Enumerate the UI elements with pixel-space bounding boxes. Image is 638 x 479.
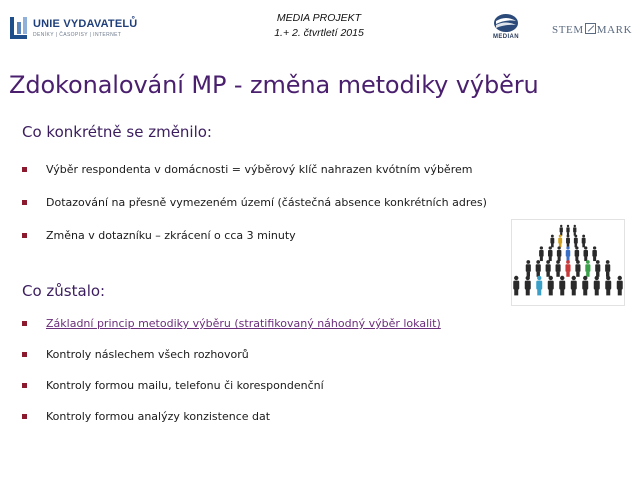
logo-tagline: DENÍKY | ČASOPISY | INTERNET: [33, 31, 122, 38]
list-item: Dotazování na přesně vymezeném území (částečná absence konkrétních adres): [22, 196, 487, 210]
bullet-icon: [22, 167, 27, 172]
bullet-icon: [22, 233, 27, 238]
list-item: Výběr respondenta v domácnosti = výběrový klíč nahrazen kvótním výběrem: [22, 163, 487, 177]
person-icon: [558, 235, 562, 248]
bullet-icon: [22, 352, 27, 357]
person-icon: [565, 260, 570, 277]
person-icon: [605, 260, 610, 277]
crowd-people-icons: [512, 220, 624, 305]
person-icon: [585, 260, 590, 277]
person-icon: [582, 235, 586, 248]
stem-mark-logo: [552, 23, 632, 36]
list-item-link[interactable]: [22, 317, 441, 331]
person-icon: [582, 276, 588, 296]
person-icon: [573, 225, 576, 236]
bullet-icon: [22, 321, 27, 326]
person-icon: [566, 246, 571, 261]
person-icon: [574, 235, 578, 248]
bullet-icon: [22, 414, 27, 419]
person-icon: [559, 276, 565, 296]
project-period: 1.+ 2. čtvrtletí 2015: [274, 27, 364, 39]
project-name: MEDIA PROJEKT: [276, 12, 362, 24]
logo-name: UNIE VYDAVATELŮ: [33, 17, 138, 30]
stem-logo-left: STEM: [552, 24, 584, 36]
project-caption: [0, 11, 638, 41]
person-icon: [575, 246, 580, 261]
person-icon: [526, 260, 531, 277]
person-icon: [595, 260, 600, 277]
person-icon: [548, 246, 553, 261]
median-swirl-icon: [493, 13, 519, 33]
person-icon: [566, 235, 570, 248]
person-icon: [592, 246, 597, 261]
list-item: Změna v dotazníku – zkrácení o cca 3 minuty: [22, 229, 487, 243]
stem-mark-icon: [585, 23, 596, 34]
changed-list: [22, 163, 487, 243]
list-item: Kontroly náslechem všech rozhovorů: [22, 348, 441, 362]
person-icon: [536, 260, 541, 277]
person-icon: [536, 276, 542, 296]
person-icon: [513, 276, 519, 296]
person-icon: [594, 276, 600, 296]
person-icon: [548, 276, 554, 296]
person-icon: [556, 260, 561, 277]
person-icon: [557, 246, 562, 261]
person-icon: [575, 260, 580, 277]
bullet-icon: [22, 200, 27, 205]
person-icon: [560, 225, 563, 236]
list-item: Kontroly formou mailu, telefonu či korespondenční: [22, 379, 441, 393]
person-icon: [566, 225, 569, 236]
median-label: MEDIAN: [492, 34, 520, 40]
list-item: Kontroly formou analýzy konzistence dat: [22, 410, 441, 424]
person-icon: [617, 276, 623, 296]
remained-list: [22, 317, 441, 424]
person-icon: [584, 246, 589, 261]
remained-heading: Co zůstalo:: [22, 282, 106, 300]
person-icon: [539, 246, 544, 261]
stem-logo-right: MARK: [596, 24, 633, 36]
crowd-pyramid-image: [512, 220, 624, 305]
methodology-link[interactable]: Základní princip metodiky výběru (stratifikovaný náhodný výběr lokalit): [46, 317, 441, 330]
bullet-icon: [22, 383, 27, 388]
person-icon: [525, 276, 531, 296]
slide-title: Zdokonalování MP - změna metodiky výběru: [9, 71, 539, 99]
median-logo: [490, 13, 522, 40]
person-icon: [571, 276, 577, 296]
person-icon: [550, 235, 554, 248]
person-icon: [605, 276, 611, 296]
changed-heading: Co konkrétně se změnilo:: [22, 123, 212, 141]
person-icon: [546, 260, 551, 277]
